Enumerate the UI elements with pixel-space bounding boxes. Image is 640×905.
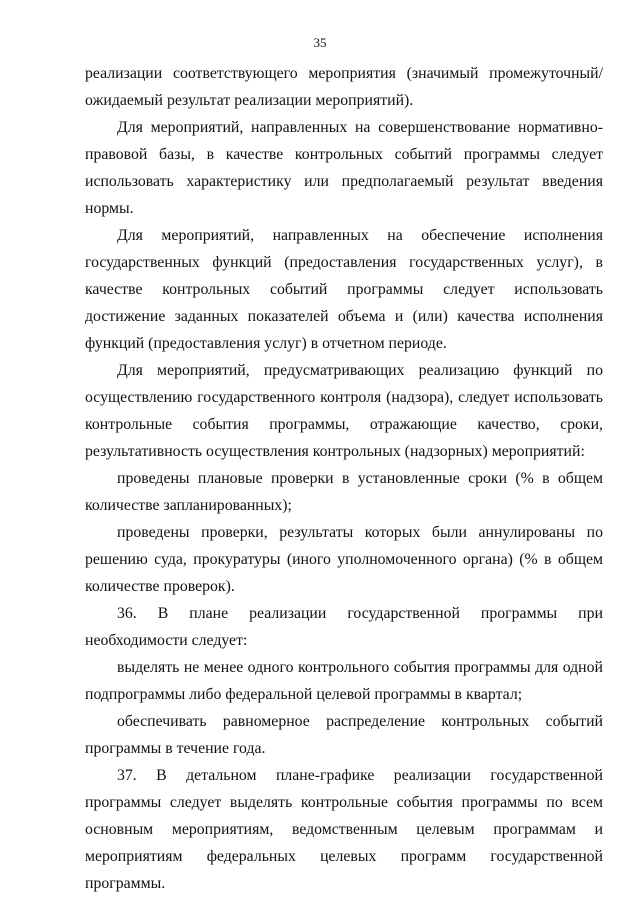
page-number: 35 — [313, 35, 327, 50]
list-item-annulled-inspections: проведены проверки, результаты которых были аннулированы по решению суда, прокуратуры (иного уполномоченного органа) (% в общем количестве проверок). — [85, 524, 603, 595]
list-item-even-distribution: обеспечивать равномерное распределение контрольных событий программы в течение года. — [85, 713, 603, 757]
paragraph-continuation: реализации соответствующего мероприятия (значимый промежуточный/ожидаемый результат реализации мероприятий). — [85, 65, 603, 109]
section-37-paragraph: 37. В детальном плане-графике реализации государственной программы следует выделять контрольные события программы по всем основным мероприятиям, ведомственным целевым программам и мероприятиям федеральных целевых программ государственной программы. — [85, 767, 603, 892]
paragraph-legal-measures: Для мероприятий, направленных на совершенствование нормативно-правовой базы, в качестве контрольных событий программы следует использовать характеристику или предполагаемый результат введения нормы. — [85, 119, 603, 217]
paragraph-state-functions: Для мероприятий, направленных на обеспечение исполнения государственных функций (предоставления государственных услуг), в качестве контрольных событий программы следует использовать достижение заданных показателей объема и (или) качества исполнения функций (предоставления услуг) в отчетном периоде. — [85, 227, 603, 352]
paragraph-state-control: Для мероприятий, предусматривающих реализацию функций по осуществлению государственного контроля (надзора), следует использовать контрольные события программы, отражающие качество, сроки, результативность осуществления контрольных (надзорных) мероприятий: — [85, 362, 603, 460]
list-item-one-event-per-quarter: выделять не менее одного контрольного события программы для одной подпрограммы либо федеральной целевой программы в квартал; — [85, 659, 603, 703]
section-36-heading: 36. В плане реализации государственной программы при необходимости следует: — [85, 605, 603, 649]
list-item-planned-inspections: проведены плановые проверки в установленные сроки (% в общем количестве запланированных); — [85, 470, 603, 514]
page-body — [85, 60, 603, 897]
